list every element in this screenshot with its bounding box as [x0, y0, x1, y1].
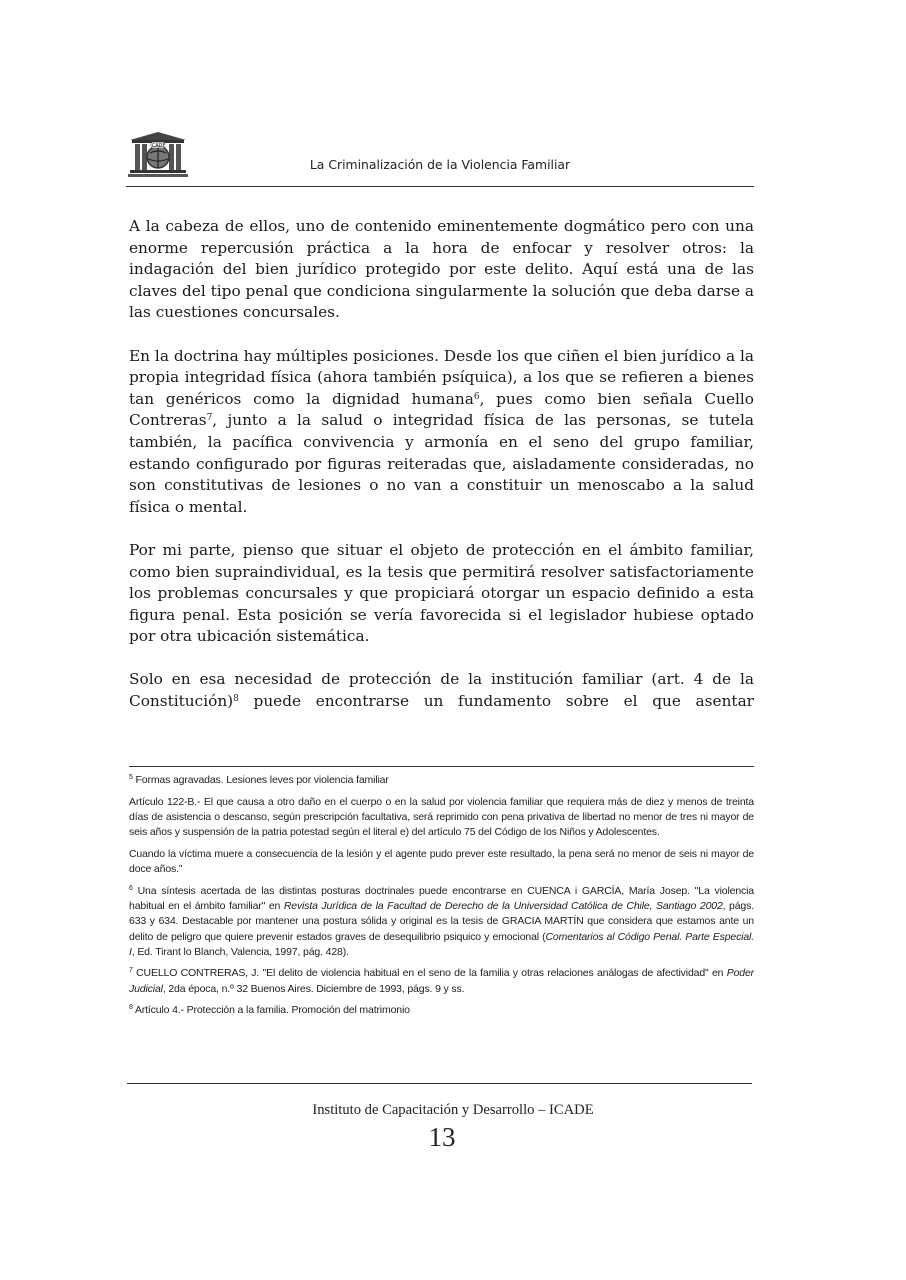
- footer-divider: [127, 1083, 752, 1084]
- footer-institution: Instituto de Capacitación y Desarrollo – ICADE: [312, 1102, 594, 1118]
- footnote-5: $^5$ Formas agravadas. Lesiones leves por violencia familiar: [129, 774, 389, 786]
- running-title: La Criminalización de la Violencia Familiar: [309, 157, 571, 172]
- footnote-7: $^7$ CUELLO CONTRERAS, J. "El delito de violencia habitual en el seno de la familia y otras relaciones análogas de afectividad" en Poder Judicial, 2da época, n.º 32 Buenos Aires. Diciembre de 1993, págs. 9 y ss.: [129, 967, 754, 995]
- paragraph: A la cabeza de ellos, uno de contenido eminentemente dogmático pero con una enorme repercusión práctica a la hora de enfocar y resolver otros: la indagación del bien jurídico protegido por este delito. Aquí está una de las claves del tipo penal que condiciona singularmente la solución que deba darse a las cuestiones concursales.: [129, 217, 754, 322]
- footnote-8: $^8$ Artículo 4.- Protección a la familia. Promoción del matrimonio: [129, 1004, 410, 1017]
- page-header: [126, 130, 754, 187]
- temple-globe-logo-icon: [126, 130, 190, 182]
- footnote-ref[interactable]: 8: [233, 694, 239, 705]
- footnote-5-article: Artículo 122-B.- El que causa a otro daño en el cuerpo o en la salud por violencia familiar que requiera más de diez y menos de treinta días de asistencia o descanso, según prescripción facultativa, será reprimido con pena privativa de libertad no menor de tres ni mayor de seis años y suspensión de la patria potestad según el literal e) del artículo 75 del Código de los Niños y Adolescentes.: [129, 795, 754, 839]
- footnote-ref[interactable]: 6: [473, 391, 480, 402]
- footnote-6: $^6$ Una síntesis acertada de las distintas posturas doctrinales puede encontrarse en CUENCA i GARCÍA, María Josep. "La violencia habitual en el ámbito familiar" en Revista Jurídica de la Facultad de Derecho de la Universidad Católica de Chile, Santiago 2002, págs. 633 y 634. Destacable por mantener una postura sólida y original es la tesis de GRACIA MARTÍN que considera que estamos ante un delito de peligro que quiere prevenir estados graves de desequilibrio psiquico y emocional (Comentarios al Código Penal. Parte Especial. I, Ed. Tirant lo Blanch, Valencia, 1997, pág. 428).: [129, 884, 754, 958]
- footnote-5-continuation: Cuando la víctima muere a consecuencia de la lesión y el agente pudo prever este resultado, la pena será no menor de seis ni mayor de doce años.”: [129, 847, 754, 876]
- page-number: 13: [428, 1122, 456, 1152]
- paragraph: En la doctrina hay múltiples posiciones. Desde los que ciñen el bien jurídico a la propia integridad física (ahora también psíquica), a los que se refieren a bienes tan genéricos como la dignidad humana$^6$, pues como bien señala Cuello Contreras$^7$, junto a la salud o integridad física de las personas, se tutela también, la pacífica convivencia y armonía en el seno del grupo familiar, estando configurado por figuras reiteradas que, aisladamente consideradas, no son constitutivas de lesiones o no van a constituir un menoscabo a la salud física o mental.: [129, 346, 754, 516]
- svg-text:ICADE: ICADE: [150, 143, 166, 149]
- footnotes: [129, 773, 754, 1025]
- main-text: [129, 216, 754, 713]
- footnote-ref[interactable]: 7: [206, 413, 213, 424]
- paragraph: Por mi parte, pienso que situar el objeto de protección en el ámbito familiar, como bien supraindividual, es la tesis que permitirá resolver satisfactoriamente los problemas concursales y que propiciará otorgar un espacio definido a esta figura penal. Esta posición se vería favorecida si el legislador hubiese optado por otra ubicación sistemática.: [129, 540, 754, 646]
- paragraph: Solo en esa necesidad de protección de la institución familiar (art. 4 de la Constitución)$^8$ puede encontrarse un fundamento sobre el que asentar: [129, 670, 754, 711]
- footnote-divider: [129, 766, 754, 767]
